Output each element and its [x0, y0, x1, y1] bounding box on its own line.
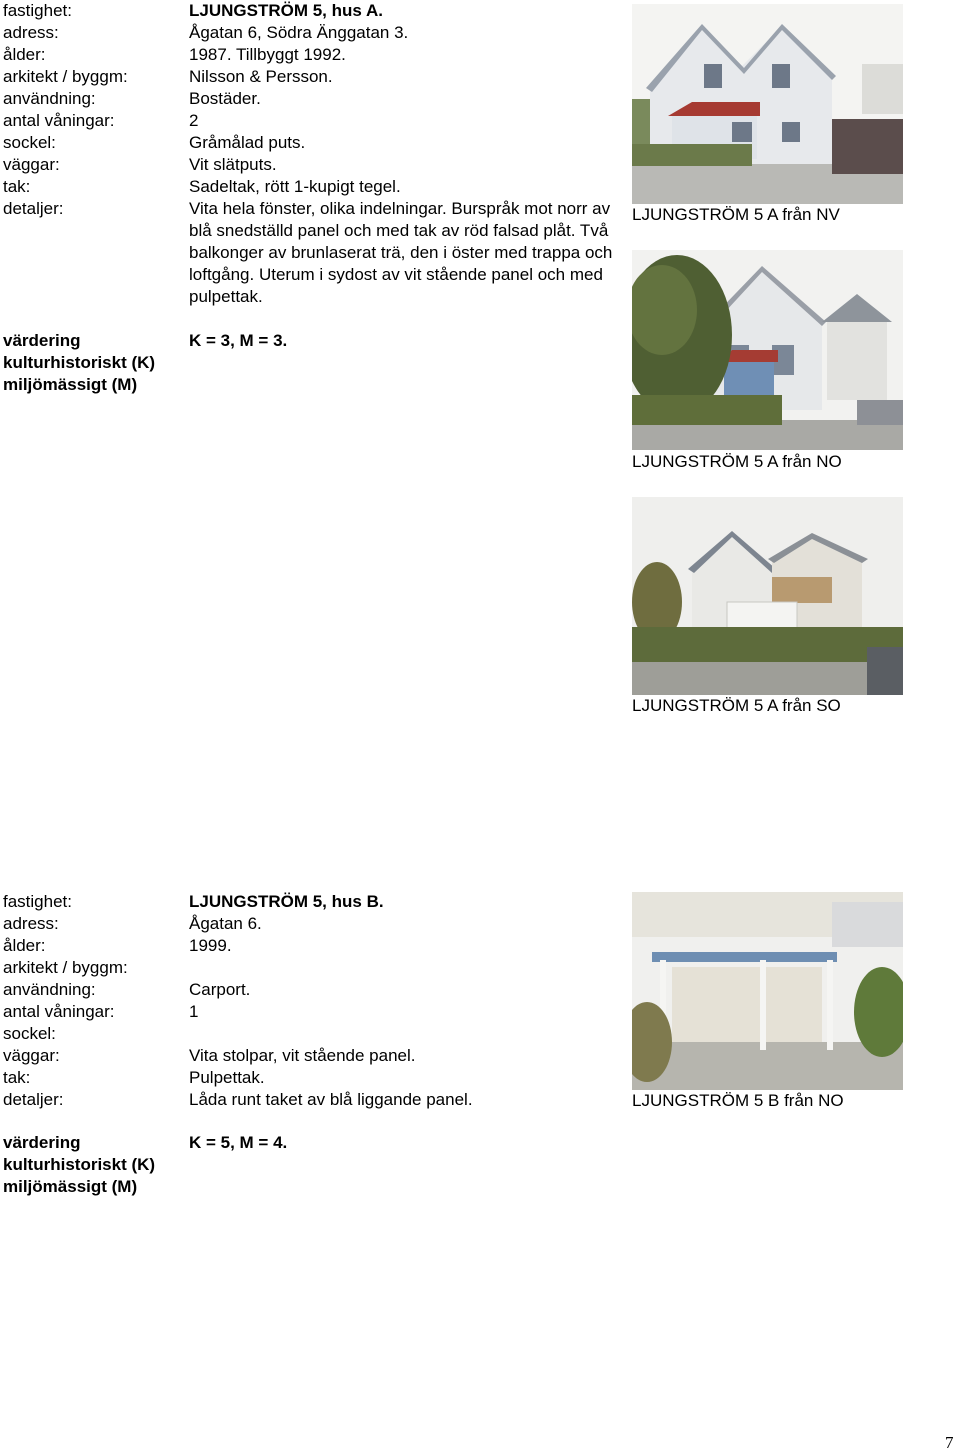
- photo-house-a-nv: [632, 4, 903, 204]
- label-arkitekt-a: arkitekt / byggm:: [3, 67, 128, 86]
- fastighet-a: LJUNGSTRÖM 5, hus A.: [189, 1, 383, 20]
- photo-house-b-no: [632, 892, 903, 1090]
- tak-a: Sadeltak, rött 1-kupigt tegel.: [189, 177, 401, 196]
- alder-a: 1987. Tillbyggt 1992.: [189, 45, 346, 64]
- label-kultur-a: kulturhistoriskt (K): [3, 353, 156, 372]
- label-vaggar-b: väggar:: [3, 1046, 60, 1065]
- label-kultur-b: kulturhistoriskt (K): [3, 1155, 156, 1174]
- label-vardering-b: värdering: [3, 1133, 81, 1152]
- anvandning-a: Bostäder.: [189, 89, 261, 108]
- fastighet-b: LJUNGSTRÖM 5, hus B.: [189, 892, 384, 911]
- label-adress-a: adress:: [3, 23, 59, 42]
- label-miljo-b: miljömässigt (M): [3, 1177, 138, 1196]
- label-fastighet-a: fastighet:: [3, 1, 72, 20]
- label-alder-b: ålder:: [3, 936, 46, 955]
- label-tak-a: tak:: [3, 177, 31, 196]
- label-anvandning-a: användning:: [3, 89, 96, 108]
- sockel-a: Gråmålad puts.: [189, 133, 306, 152]
- label-arkitekt-b: arkitekt / byggm:: [3, 958, 128, 977]
- detaljer-a: Vita hela fönster, olika indelningar. Burspråk mot norr av blå snedställd panel och med tak av röd falsad plåt. Två balkonger av brunlaserat trä, den i öster med trappa och loftgång. Uterum i sydost av vit stående panel och med pulpettak.: [189, 199, 613, 306]
- label-miljo-a: miljömässigt (M): [3, 375, 138, 394]
- arkitekt-a: Nilsson & Persson.: [189, 67, 333, 86]
- vaggar-a: Vit slätputs.: [189, 155, 277, 174]
- caption-a-so: LJUNGSTRÖM 5 A från SO: [632, 696, 841, 715]
- anvandning-b: Carport.: [189, 980, 251, 999]
- vardering-b: K = 5, M = 4.: [189, 1133, 288, 1152]
- label-sockel-b: sockel:: [3, 1024, 56, 1043]
- label-anvandning-b: användning:: [3, 980, 96, 999]
- label-vaningar-a: antal våningar:: [3, 111, 115, 130]
- label-adress-b: adress:: [3, 914, 59, 933]
- page-number: 7: [945, 1433, 954, 1452]
- adress-a: Ågatan 6, Södra Änggatan 3.: [189, 23, 409, 42]
- caption-a-nv: LJUNGSTRÖM 5 A från NV: [632, 205, 840, 224]
- adress-b: Ågatan 6.: [189, 914, 262, 933]
- photo-house-a-so: [632, 497, 903, 695]
- label-detaljer-a: detaljer:: [3, 199, 64, 218]
- label-fastighet-b: fastighet:: [3, 892, 72, 911]
- caption-a-no: LJUNGSTRÖM 5 A från NO: [632, 452, 842, 471]
- tak-b: Pulpettak.: [189, 1068, 265, 1087]
- label-vardering-a: värdering: [3, 331, 81, 350]
- label-tak-b: tak:: [3, 1068, 31, 1087]
- detaljer-b: Låda runt taket av blå liggande panel.: [189, 1090, 473, 1109]
- label-vaningar-b: antal våningar:: [3, 1002, 115, 1021]
- vaggar-b: Vita stolpar, vit stående panel.: [189, 1046, 416, 1065]
- caption-b-no: LJUNGSTRÖM 5 B från NO: [632, 1091, 844, 1110]
- photo-house-a-no: [632, 250, 903, 450]
- label-alder-a: ålder:: [3, 45, 46, 64]
- vaningar-b: 1: [189, 1002, 199, 1021]
- vaningar-a: 2: [189, 111, 199, 130]
- vardering-a: K = 3, M = 3.: [189, 331, 288, 350]
- label-vaggar-a: väggar:: [3, 155, 60, 174]
- label-sockel-a: sockel:: [3, 133, 56, 152]
- alder-b: 1999.: [189, 936, 232, 955]
- label-detaljer-b: detaljer:: [3, 1090, 64, 1109]
